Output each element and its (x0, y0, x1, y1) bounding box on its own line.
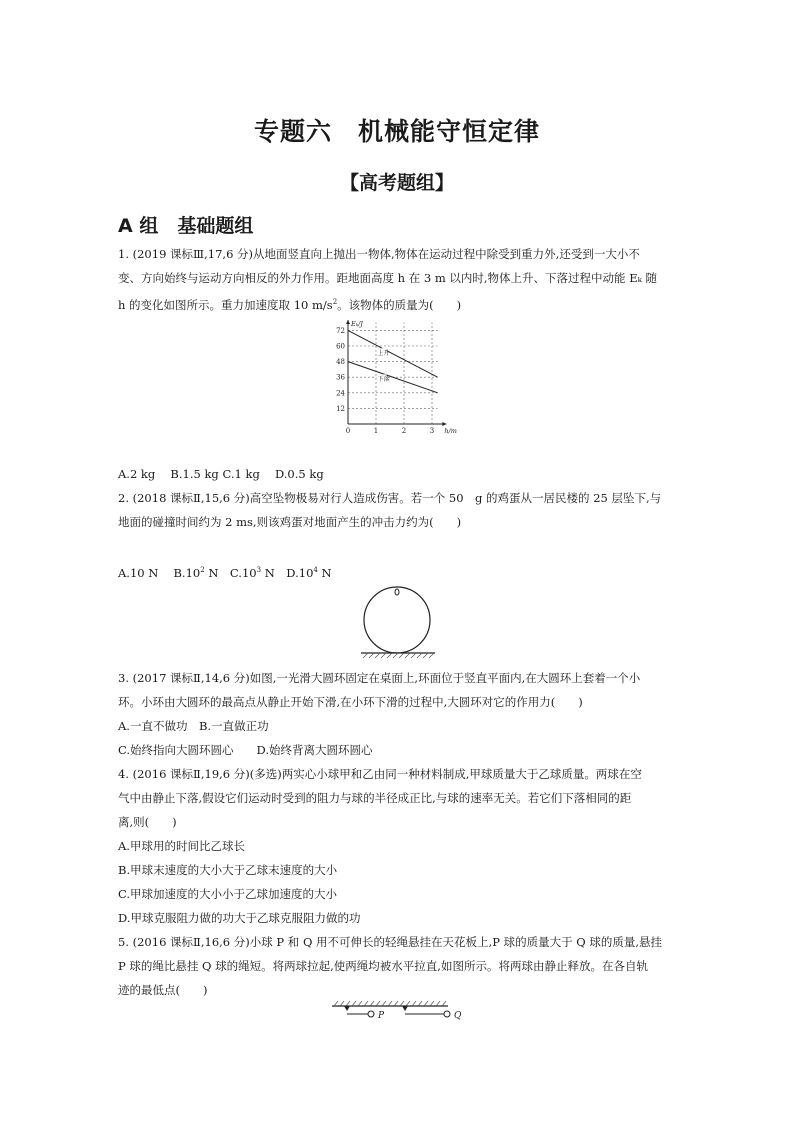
q2-line-1: 2. (2018 课标Ⅱ,15,6 分)高空坠物极易对行人造成伤害。若一个 50 g 的鸡蛋从一居民楼的 25 层坠下,与 (118, 491, 662, 505)
label-q: Q (454, 1011, 462, 1021)
y-tick-label: 36 (336, 373, 345, 382)
y-tick-label: 72 (336, 326, 345, 335)
q4-option-a: A.甲球用的时间比乙球长 (118, 839, 245, 853)
q4-line-2: 气中由静止下落,假设它们运动时受到的阻力与球的半径成正比,与球的速率无关。若它们下落相同的距 (118, 791, 632, 805)
group-title: A 组 基础题组 (118, 215, 254, 237)
large-ring (364, 587, 430, 653)
y-tick-label: 24 (336, 389, 345, 398)
q2-sup-d: 4 (313, 566, 318, 574)
label-p: P (378, 1011, 385, 1021)
x-axis-label: h/m (444, 427, 457, 434)
y-tick-label: 48 (336, 358, 345, 367)
series-label-fall: 下落 (377, 375, 390, 383)
y-tick-label: 60 (336, 342, 345, 351)
ceiling-hatching (334, 1001, 446, 1006)
q4-option-b: B.甲球末速度的大小大于乙球末速度的大小 (118, 863, 338, 877)
x-tick-label: 2 (401, 427, 407, 434)
y-tick-label: 12 (336, 404, 345, 413)
section-subtitle: 【高考题组】 (339, 172, 454, 194)
ball-q (444, 1011, 450, 1017)
q4-option-c: C.甲球加速度的大小小于乙球加速度的大小 (118, 887, 338, 901)
page-title: 专题六 机械能守恒定律 (253, 117, 540, 146)
q1-options: A.2 kg B.1.5 kg C.1 kg D.0.5 kg (118, 467, 324, 481)
pivot-q (402, 1006, 408, 1011)
q3-options-1: A.一直不做功 B.一直做正功 (118, 719, 269, 733)
q1-line-2: 变、方向始终与运动方向相反的外力作用。距地面高度 h 在 3 m 以内时,物体上升、下落过程中动能 Eₖ 随 (118, 271, 657, 285)
y-axis-arrow (346, 320, 350, 324)
x-tick-label: 0 (345, 427, 351, 434)
q2-sup-b: 2 (200, 566, 205, 574)
q2-opt-a: A.10 N B.10 (118, 565, 201, 580)
q2-line-2: 地面的碰撞时间约为 2 ms,则该鸡蛋对地面产生的冲击力约为( ) (118, 515, 462, 529)
ball-p (368, 1011, 374, 1017)
ring-figure (355, 584, 440, 662)
q2-sup-c: 3 (256, 566, 262, 574)
table-hatching (363, 653, 434, 658)
q4-option-d: D.甲球克服阻力做的功大于乙球克服阻力做的功 (118, 911, 361, 925)
q1-line-1: 1. (2019 课标Ⅲ,17,6 分)从地面竖直向上抛出一物体,物体在运动过程中除受到重力外,还受到一大小不 (118, 247, 640, 261)
q5-line-1: 5. (2016 课标Ⅱ,16,6 分)小球 P 和 Q 用不可伸长的轻绳悬挂在天花板上,P 球的质量大于 Q 球的质量,悬挂 (118, 935, 662, 949)
q3-line-1: 3. (2017 课标Ⅱ,14,6 分)如图,一光滑大圆环固定在桌面上,环面位于竖直平面内,在大圆环上套着一个小 (118, 671, 641, 685)
small-ring (395, 589, 399, 595)
x-tick-label: 3 (429, 427, 435, 434)
q1-line-3 (118, 294, 461, 313)
q2-opt-b: N C.10 (204, 565, 257, 580)
x-axis-arrow (442, 422, 446, 426)
q2-opt-c: N D.10 (261, 565, 314, 580)
q1-line-3a: h 的变化如图所示。重力加速度取 10 m/s (118, 297, 333, 312)
y-axis-label: Eₖ/J (351, 320, 363, 328)
q2-opt-d: N (317, 565, 332, 580)
q4-line-1: 4. (2016 课标Ⅱ,19,6 分)(多选)两实心小球甲和乙由同一种材料制成,甲球质量大于乙球质量。两球在空 (118, 767, 642, 781)
x-tick-label: 1 (373, 427, 379, 434)
q1-sup: 2 (332, 298, 338, 306)
q2-options (118, 562, 332, 581)
series-line-rise (348, 330, 438, 377)
series-label-rise: 上升 (377, 349, 390, 357)
chart-axes (346, 320, 446, 426)
q3-line-2: 环。小环由大圆环的最高点从静止开始下滑,在小环下滑的过程中,大圆环对它的作用力( ) (118, 695, 583, 709)
q5-line-3: 迹的最低点( ) (118, 983, 208, 997)
q5-line-2: P 球的绳比悬挂 Q 球的绳短。将两球拉起,使两绳均被水平拉直,如图所示。将两球由静止释放。在各自轨 (118, 959, 648, 973)
q3-options-2: C.始终指向大圆环圆心 D.始终背离大圆环圆心 (118, 743, 373, 757)
q4-line-3: 离,则( ) (118, 815, 177, 829)
ek-h-chart (318, 318, 458, 434)
pendulum-figure (330, 1000, 470, 1026)
q1-line-3b: 。该物体的质量为( ) (337, 297, 462, 312)
pivot-p (344, 1006, 350, 1011)
